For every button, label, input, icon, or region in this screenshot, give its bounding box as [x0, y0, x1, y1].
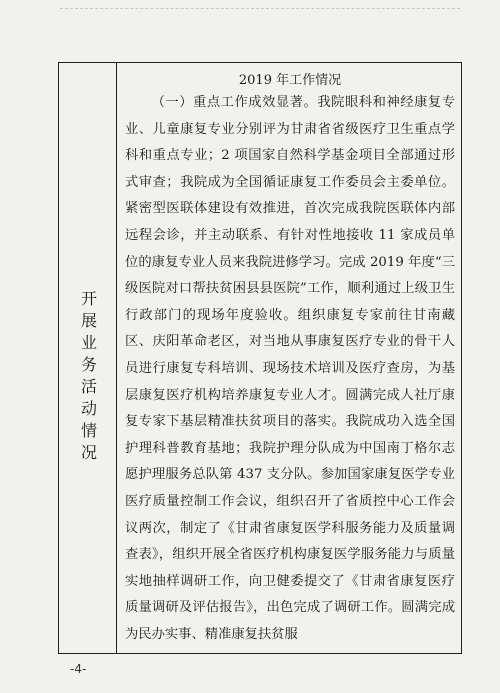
page-number: -4-: [70, 662, 87, 676]
section-heading: 2019 年工作情况: [238, 73, 342, 88]
report-table: [58, 62, 462, 654]
body-paragraph: （一）重点工作成效显著。我院眼科和神经康复专业、儿童康复专业分别评为甘肃省省级医疗卫生重点学科和重点专业；2 项国家自然科学基金项目全部通过形式审查；我院成为全国循证康复工作委员会主委单位。紧密型医联体建设有效推进，首次完成我院医联体内部远程会诊，并主动联系、有针对性地接收 11 家成员单位的康复专业人员来我院进修学习。完成 2019 年度“三级医院对口帮扶贫困县县医院”工作，顺利通过上级卫生行政部门的现场年度验收。组织康复专家前往甘南藏区、庆阳革命老区，对当地从事康复医疗专业的骨干人员进行康复专科培训、现场技术培训及医疗查房，为基层康复医疗机构培养康复专业人才。圆满完成人社厅康复专家下基层精准扶贫项目的落实。我院成功入选全国护理科普教育基地；我院护理分队成为中国南丁格尔志愿护理服务总队第 437 支分队。参加国家康复医学专业医疗质量控制工作会议，组织召开了省质控中心工作会议两次，制定了《甘肃省康复医学科服务能力及质量调查表》，组织开展全省医疗机构康复医学服务能力与质量实地抽样调研工作，向卫健委提交了《甘肃省康复医疗质量调研及评估报告》，出色完成了调研工作。圆满完成为民办实事、精准康复扶贫服: [125, 95, 455, 642]
section-label: 开展业务活动情况: [78, 290, 98, 466]
section-label-cell: [59, 63, 117, 653]
content-cell: [117, 63, 461, 653]
previous-page-edge: [60, 0, 460, 9]
